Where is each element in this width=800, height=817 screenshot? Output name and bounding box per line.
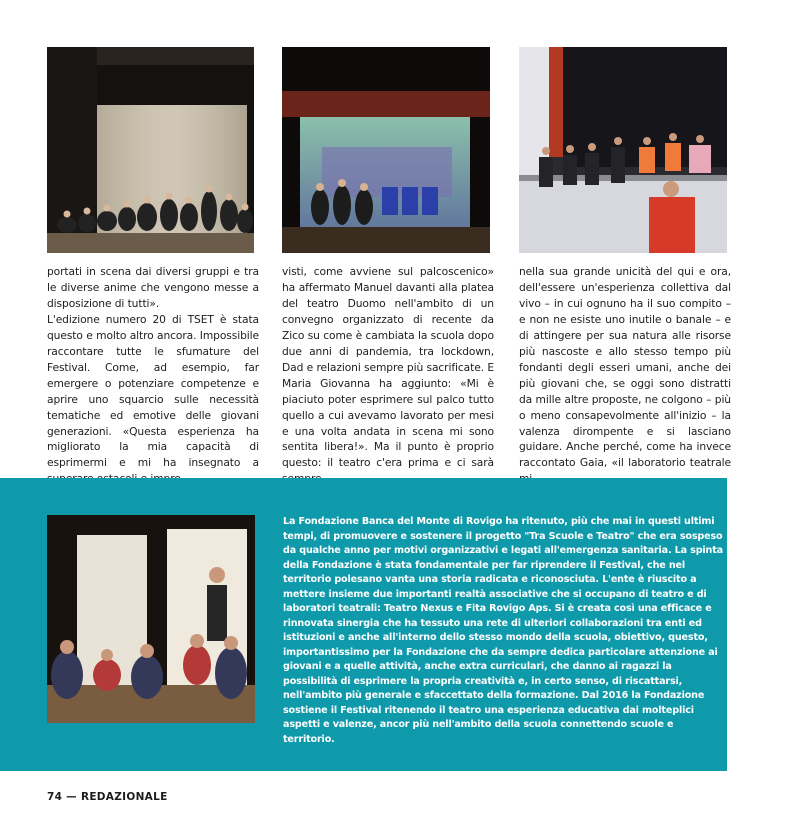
column-2-text: visti, come avviene sul palcoscenico» ha affermato Manuel davanti alla platea del teatro Duomo nell'ambito di un convegno organizzato di recente da Zico su come è cambiata la scuola dopo due anni di pandemia, tra lockdown, Dad e relazioni sempre più sacrificate. E Maria Giovanna ha aggiunto: «Mi è piaciuto poter esprimere sul palco tutto quello a cui avevamo lavorato per mesi e una volta andata in scena mi sono sentita libera!». Ma il punto è proprio questo: il teatro c'era prima e ci sarà	[282, 265, 494, 470]
column-1-text: portati in scena dai diversi gruppi e tra le diverse anime che vengono messe a disposizione di tutti». L'edizione numero 20 di TSET è stata questo e molto altro ancora. Impossibile raccontare tutte le sfumature del Festival. Come, ad esempio, far emergere o potenziare competenze e aprire uno squarcio sulle necessità tematiche ed emotive delle giovani generazioni. «Questa esperienza ha migliorato la mia capacità di esprimermi e mi ha insegnato a	[47, 265, 259, 470]
footer-separator: —	[62, 791, 81, 803]
workshop-photo	[47, 515, 255, 723]
highlight-box-text: La Fondazione Banca del Monte di Rovigo ha ritenuto, più che mai in questi ultimi tempi, di promuovere e sostenere il progetto "Tra Scuole e Teatro" che era sospeso da qualche anno per motivi organizzativi e legati all'emergenza sanitaria. La spinta della Fondazione è stata fondamentale per far riprendere il Festival, che nel territorio polesano vanta una storia radicata e riconosciuta. L'ente è riuscito a mettere insieme due importanti realtà associative che si occupano di teatro e di laboratori teatrali: Teatro Nexus e Fita Rovigo Aps. Si è creata così una efficace e rinnovata sinergia che ha tessuto una rete di ulteriori collaborazioni tra enti ed istituzioni e anche all'interno dello stesso mondo della scuola, obiettivo, questo, importantissimo per la Fondazione che da sempre dedica particolare attenzione ai giovani e a quelle attività, anche extra curriculari, che danno ai ragazzi la possibilità di esprimere la propria creatività e, in certo senso, di riscattarsi, nell'ambito più generale e sfaccettato della formazione. Dal 2016 la Fondazione sostiene il Festival ritenendo il teatro una esperienza educativa dai molteplici aspetti e valenze, ancor più nell'ambito della scuola connettendo scuole e territorio.	[283, 516, 723, 745]
text-column-1	[47, 264, 259, 468]
text-column-3	[519, 264, 731, 468]
section-label: REDAZIONALE	[80, 791, 168, 803]
column-3-text: nella sua grande unicità del qui e ora, dell'essere un'esperienza collettiva dal vivo – in cui ognuno ha il suo compito – e non ne esiste uno inutile o banale – e di attingere per sua natura alle risorse più nascoste e allo stesso tempo più fondanti degli esseri umani, anche dei più giovani che, se oggi sono distratti da mille altre proposte, ne colgono – più o meno consapevolmente all'inizio – la valenza dirompente e si lasciano guidare. Anche perché, come ha invece raccontato Gaia, «il laboratorio teatrale	[519, 265, 731, 470]
stage-group-photo	[47, 47, 254, 253]
page-number: 74	[47, 791, 63, 803]
page-footer	[47, 791, 168, 803]
stage-scene-photo	[282, 47, 490, 253]
stage-train-scene-photo-icon	[282, 47, 490, 253]
text-column-2	[282, 264, 494, 468]
students-photo	[519, 47, 727, 253]
students-seated-on-stage-edge-photo-icon	[519, 47, 727, 253]
workshop-group-on-stage-photo-icon	[47, 515, 255, 723]
theatre-stage-group-photo-icon	[47, 47, 254, 253]
